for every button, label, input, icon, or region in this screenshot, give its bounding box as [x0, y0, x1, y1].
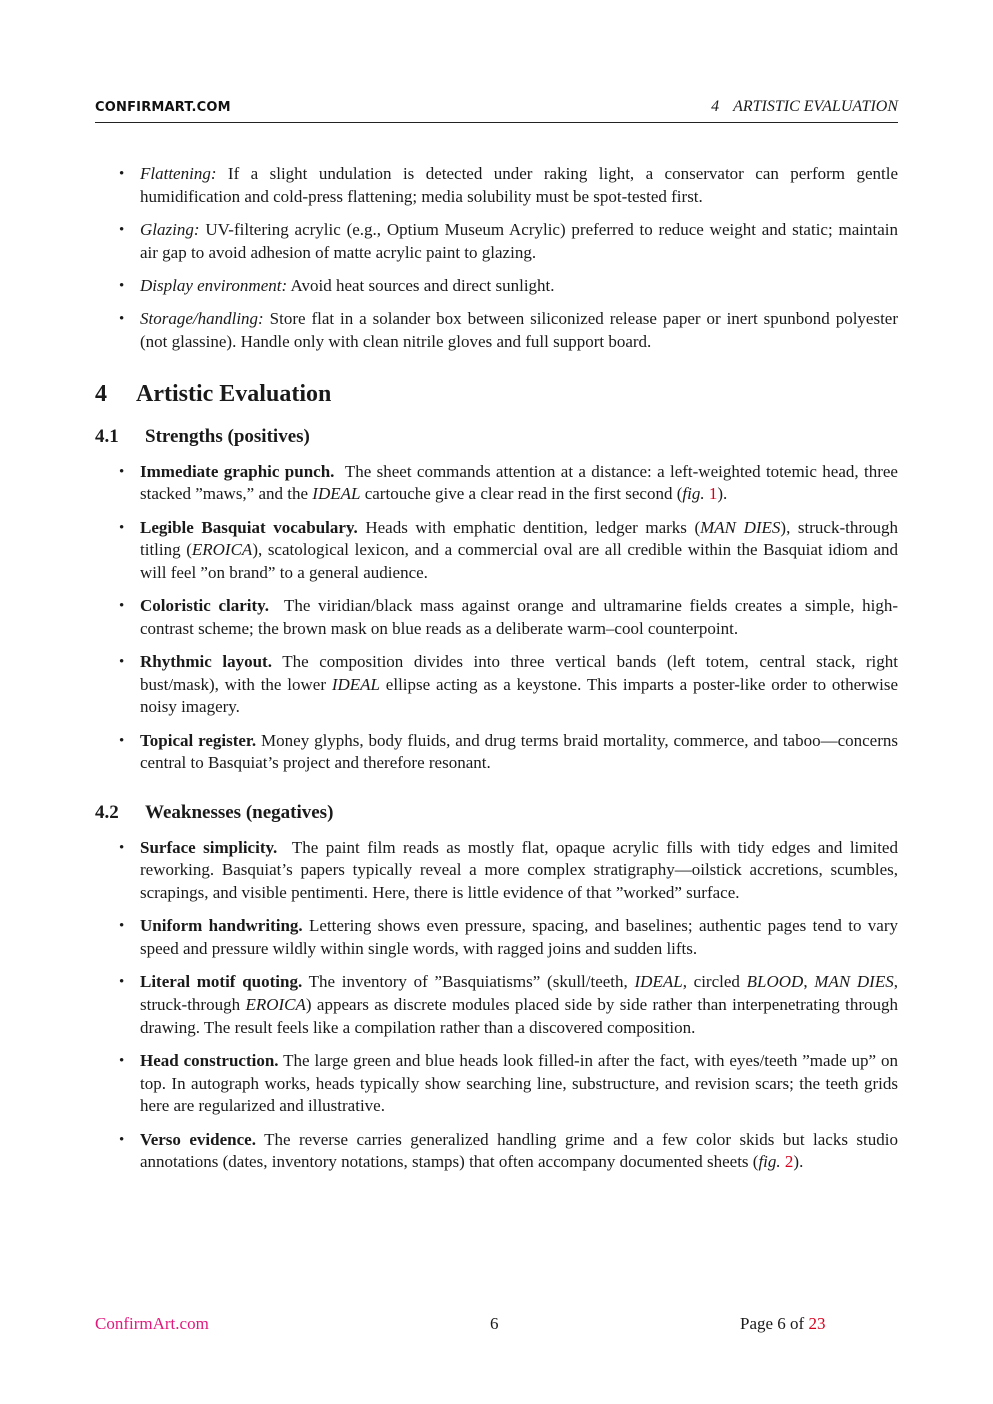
- footer-page-number: 6: [490, 1314, 499, 1333]
- list-item: [95, 915, 898, 960]
- item-text: The inventory of ”Basquiatisms” (skull/teeth,: [308, 972, 635, 992]
- list-item: [95, 595, 898, 640]
- item-label: Uniform handwriting.: [140, 916, 303, 936]
- footer-page-prefix: Page 6 of: [740, 1314, 805, 1333]
- footer-page-count: [740, 1314, 825, 1334]
- item-text: ) appears as discrete modules placed side by side rather than interpenetrating through drawing. The result feels like a compilation rather than a discovered composition.: [140, 995, 899, 1037]
- item-emphasis: IDEAL: [312, 484, 361, 504]
- section-number: 4: [95, 380, 107, 407]
- item-emphasis: IDEAL: [331, 674, 380, 694]
- item-text: The composition divides into three vertical bands (left totem, central stack, right bust/mask), with the lower: [140, 652, 899, 694]
- item-text: Avoid heat sources and direct sunlight.: [290, 275, 555, 295]
- item-text: ,: [803, 972, 815, 992]
- list-item: [95, 1050, 898, 1118]
- item-text: Money glyphs, body fluids, and drug terms braid mortality, commerce, and taboo—concerns central to Basquiat’s project and therefore resonant.: [140, 730, 898, 773]
- footer-total-link[interactable]: 23: [808, 1314, 826, 1333]
- list-item: [95, 971, 898, 1039]
- item-label: Rhythmic layout.: [140, 652, 272, 672]
- care-list: [95, 163, 898, 354]
- item-text: , circled: [682, 972, 747, 992]
- item-text: , struck-through: [140, 972, 898, 1015]
- item-text: The reverse carries generalized handling grime and a few color skids but lacks studio annotations (dates, inventory notations, stamps) that often accompany documented sheets (: [140, 1129, 898, 1172]
- figure-link[interactable]: 2: [784, 1152, 794, 1172]
- item-text: ), struck-through titling (: [140, 517, 898, 560]
- item-text: The large green and blue heads look filled-in after the fact, with eyes/teeth ”made up” on top. In autograph works, heads typically show searching line, substructure, and revision scars; the teeth grids here are regularized and illustrative.: [140, 1051, 898, 1116]
- subsection-number: 4.1: [95, 425, 119, 447]
- list-item: [95, 163, 898, 208]
- item-text: ).: [717, 484, 728, 504]
- item-emphasis: EROICA: [245, 995, 306, 1015]
- item-label: Glazing:: [140, 219, 200, 239]
- section-title: Artistic Evaluation: [136, 380, 332, 407]
- page-content: [95, 163, 898, 1185]
- item-text: Heads with emphatic dentition, ledger marks (: [365, 517, 701, 537]
- item-text: ).: [793, 1152, 804, 1172]
- item-label: Coloristic clarity.: [140, 596, 269, 616]
- running-head-number: 4: [711, 98, 720, 115]
- item-label: Legible Basquiat vocabulary.: [140, 517, 358, 537]
- item-label: Immediate graphic punch.: [140, 461, 335, 481]
- list-item: [95, 275, 898, 298]
- item-text: The viridian/black mass against orange and ultramarine fields creates a simple, high-contrast scheme; the brown mask on blue reads as a deliberate warm–cool counterpoint.: [140, 596, 899, 638]
- section-heading: [95, 379, 898, 409]
- figure-link[interactable]: 1: [708, 484, 718, 504]
- item-text: The paint film reads as mostly flat, opaque acrylic fills with tidy edges and limited reworking. Basquiat’s papers typically reveal a more complex stratigraphy—oilstick accretions, scumbles, scrapings, and visible pentimenti. Here, there is little evidence of that ”worked” surface.: [140, 837, 898, 903]
- list-item: [95, 308, 898, 353]
- running-head: [711, 98, 898, 116]
- item-label: Storage/handling:: [140, 309, 264, 329]
- figure-label: fig.: [682, 484, 705, 504]
- subsection-heading-strengths: [95, 425, 898, 449]
- item-text: ellipse acting as a keystone. This imparts a poster-like order to otherwise noisy imagery.: [140, 674, 899, 717]
- item-text: cartouche give a clear read in the first second (: [360, 484, 683, 504]
- item-text: UV-filtering acrylic (e.g., Optium Museum Acrylic) preferred to reduce weight and static; maintain air gap to avoid adhesion of matte acrylic paint to glazing.: [140, 219, 898, 262]
- page-header: [95, 98, 898, 123]
- footer-site-link[interactable]: ConfirmArt.com: [95, 1314, 209, 1333]
- item-emphasis: MAN DIES: [700, 517, 781, 537]
- list-item: [95, 219, 898, 264]
- list-item: [95, 517, 898, 585]
- list-item: [95, 461, 898, 506]
- item-text: ), scatological lexicon, and a commercial oval are all credible within the Basquiat idiom and will feel ”on brand” to a general audience.: [140, 540, 898, 582]
- subsection-title: Strengths (positives): [145, 425, 310, 447]
- item-emphasis: EROICA: [191, 540, 253, 560]
- item-text: If a slight undulation is detected under raking light, a conservator can perform gentle humidification and cold-press flattening; media solubility must be spot-tested first.: [140, 164, 898, 206]
- list-item: [95, 730, 898, 775]
- item-label: Literal motif quoting.: [140, 972, 303, 992]
- item-text: Store flat in a solander box between siliconized release paper or inert spunbond polyester (not glassine). Handle only with clean nitrile gloves and full support board.: [140, 309, 899, 351]
- list-item: [95, 651, 898, 719]
- site-logo: CONFIRMART.COM: [95, 100, 231, 115]
- page-footer: [95, 1314, 898, 1338]
- list-item: [95, 837, 898, 905]
- item-emphasis: BLOOD: [746, 972, 804, 992]
- figure-label: fig.: [758, 1152, 781, 1172]
- item-emphasis: MAN DIES: [814, 972, 894, 992]
- item-emphasis: IDEAL: [634, 972, 683, 992]
- item-label: Flattening:: [140, 164, 217, 183]
- list-item: [95, 1129, 898, 1174]
- item-label: Verso evidence.: [140, 1129, 256, 1149]
- item-text: The sheet commands attention at a distance: a left-weighted totemic head, three stacked ”maws,” and the: [140, 461, 898, 504]
- item-label: Display environment:: [140, 275, 288, 295]
- subsection-title: Weaknesses (negatives): [145, 801, 334, 823]
- item-label: Surface simplicity.: [140, 837, 278, 857]
- item-label: Topical register.: [140, 730, 257, 750]
- running-head-title: ARTISTIC EVALUATION: [733, 98, 898, 115]
- subsection-number: 4.2: [95, 801, 119, 823]
- item-text: Lettering shows even pressure, spacing, and baselines; authentic pages tend to vary speed and pressure wildly within single words, with ragged joins and sudden lifts.: [140, 916, 899, 959]
- strengths-list: [95, 461, 898, 775]
- weaknesses-list: [95, 837, 898, 1174]
- item-label: Head construction.: [140, 1051, 279, 1070]
- subsection-heading-weaknesses: [95, 801, 898, 825]
